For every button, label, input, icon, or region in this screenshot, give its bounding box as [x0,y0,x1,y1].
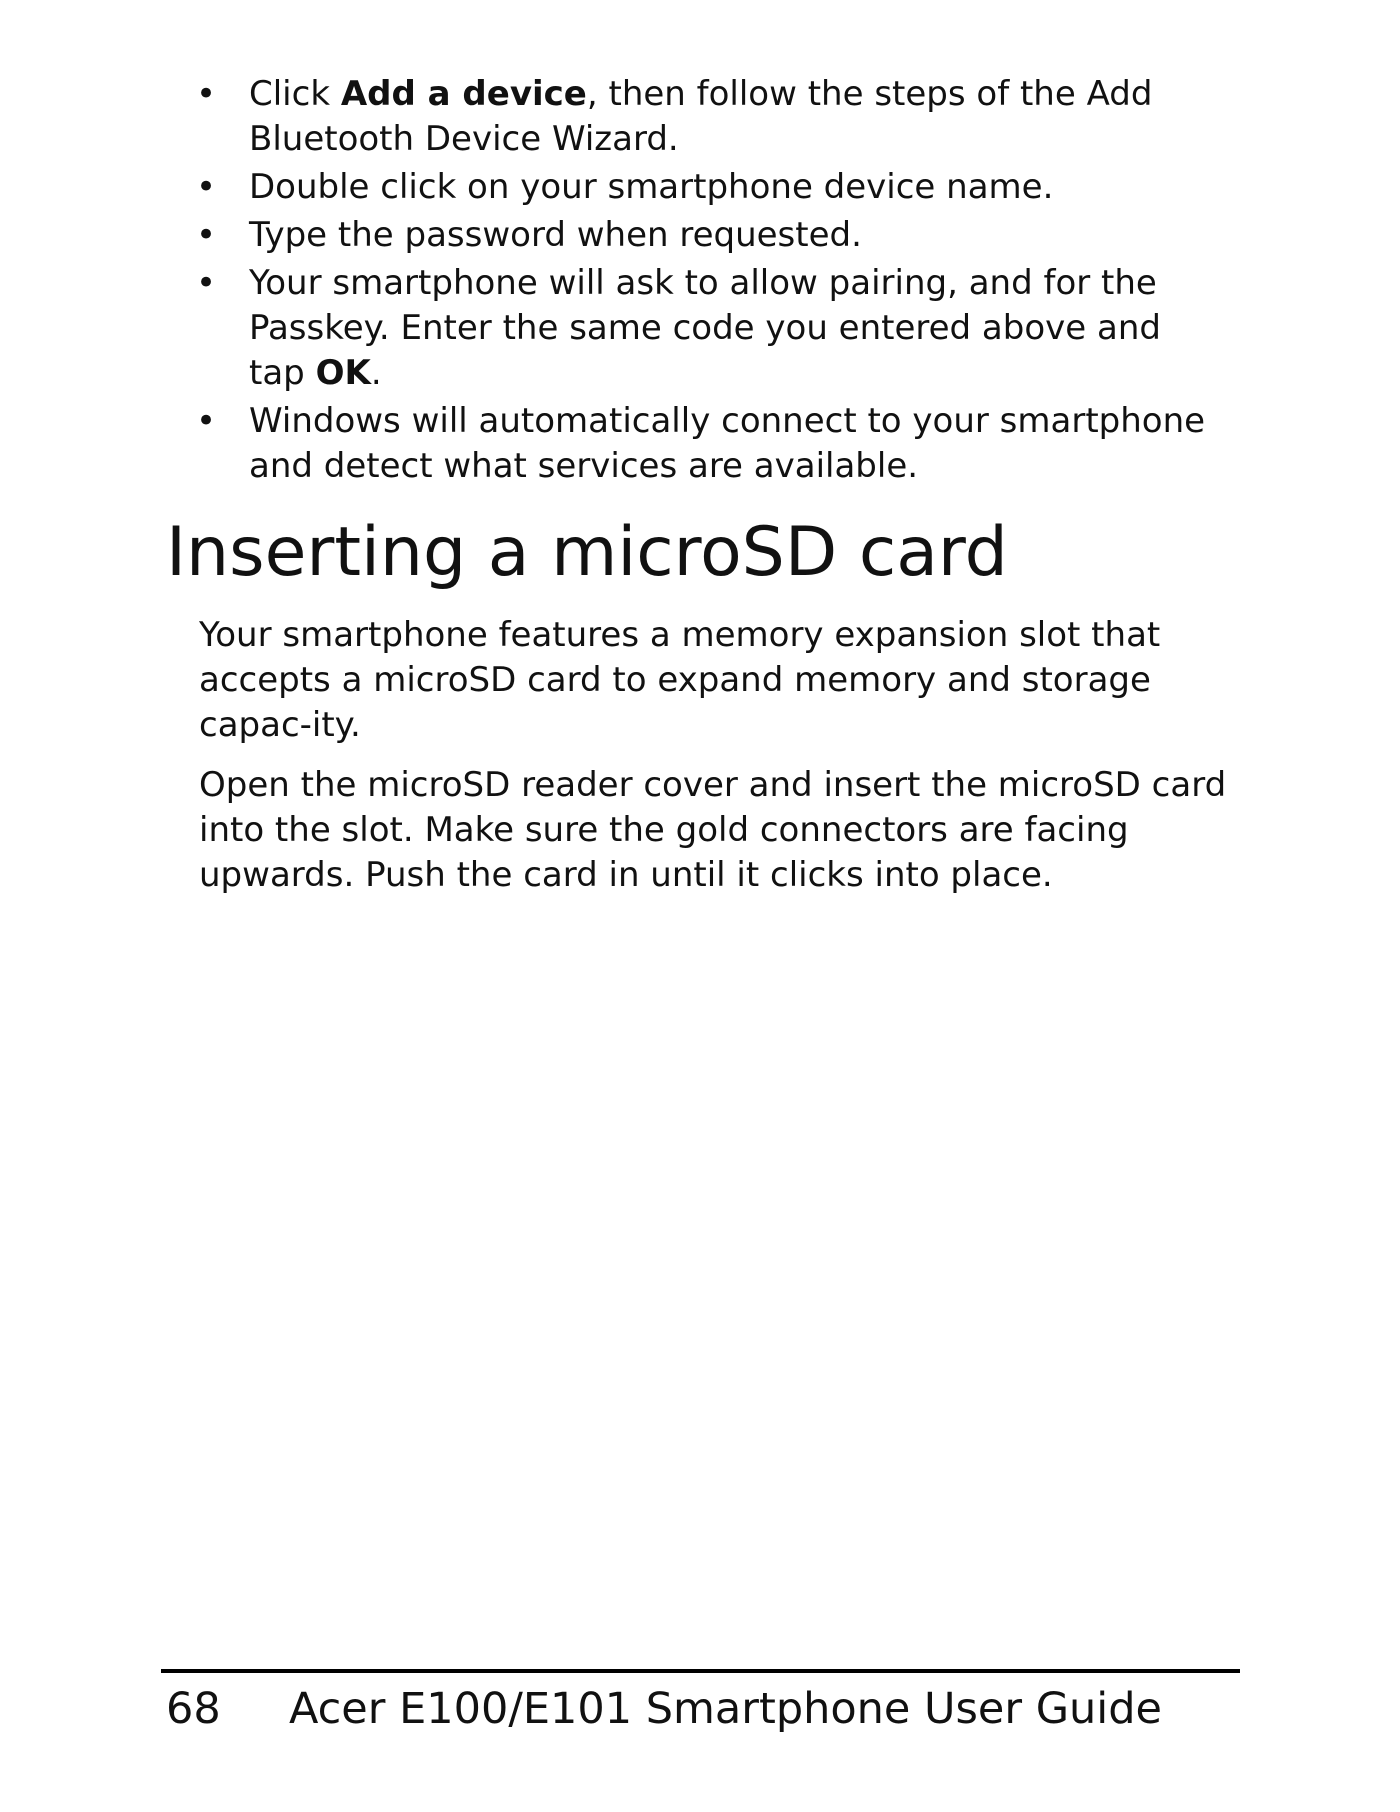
list-item: • Type the password when requested. [196,213,1206,258]
bullet-icon: • [196,215,217,255]
intro-paragraph: Your smartphone features a memory expansion slot that accepts a microSD card to expand memory and storage capac-ity. [199,615,1161,745]
list-item: • Double click on your smartphone device name. [196,165,1206,210]
bullet-icon: • [196,401,217,441]
instruction-paragraph: Open the microSD reader cover and insert the microSD card into the slot. Make sure the gold connectors are facing upwards. Push the card in until it clicks into place. [199,765,1227,895]
bullet-icon: • [196,74,217,114]
list-item: • Your smartphone will ask to allow pairing, and for the Passkey. Enter the same code you entered above and tap OK. [196,263,1161,393]
bullet-icon: • [196,263,217,303]
bullet-icon: • [196,167,217,207]
list-item: • Click Add a device, then follow the steps of the Add Bluetooth Device Wizard. [196,74,1153,159]
ui-term-ok: OK [315,353,371,393]
section-title: Inserting a microSD card [166,513,1008,592]
guide-title: Acer E100/E101 Smartphone User Guide [289,1684,1162,1734]
list-item: • Windows will automatically connect to your smartphone and detect what services are available. [196,401,1206,486]
bullet-list [196,72,1206,492]
footer-divider [161,1669,1240,1673]
ui-term-add-a-device: Add a device [340,74,587,114]
page-number: 68 [166,1684,221,1734]
page-footer [166,1682,1162,1736]
